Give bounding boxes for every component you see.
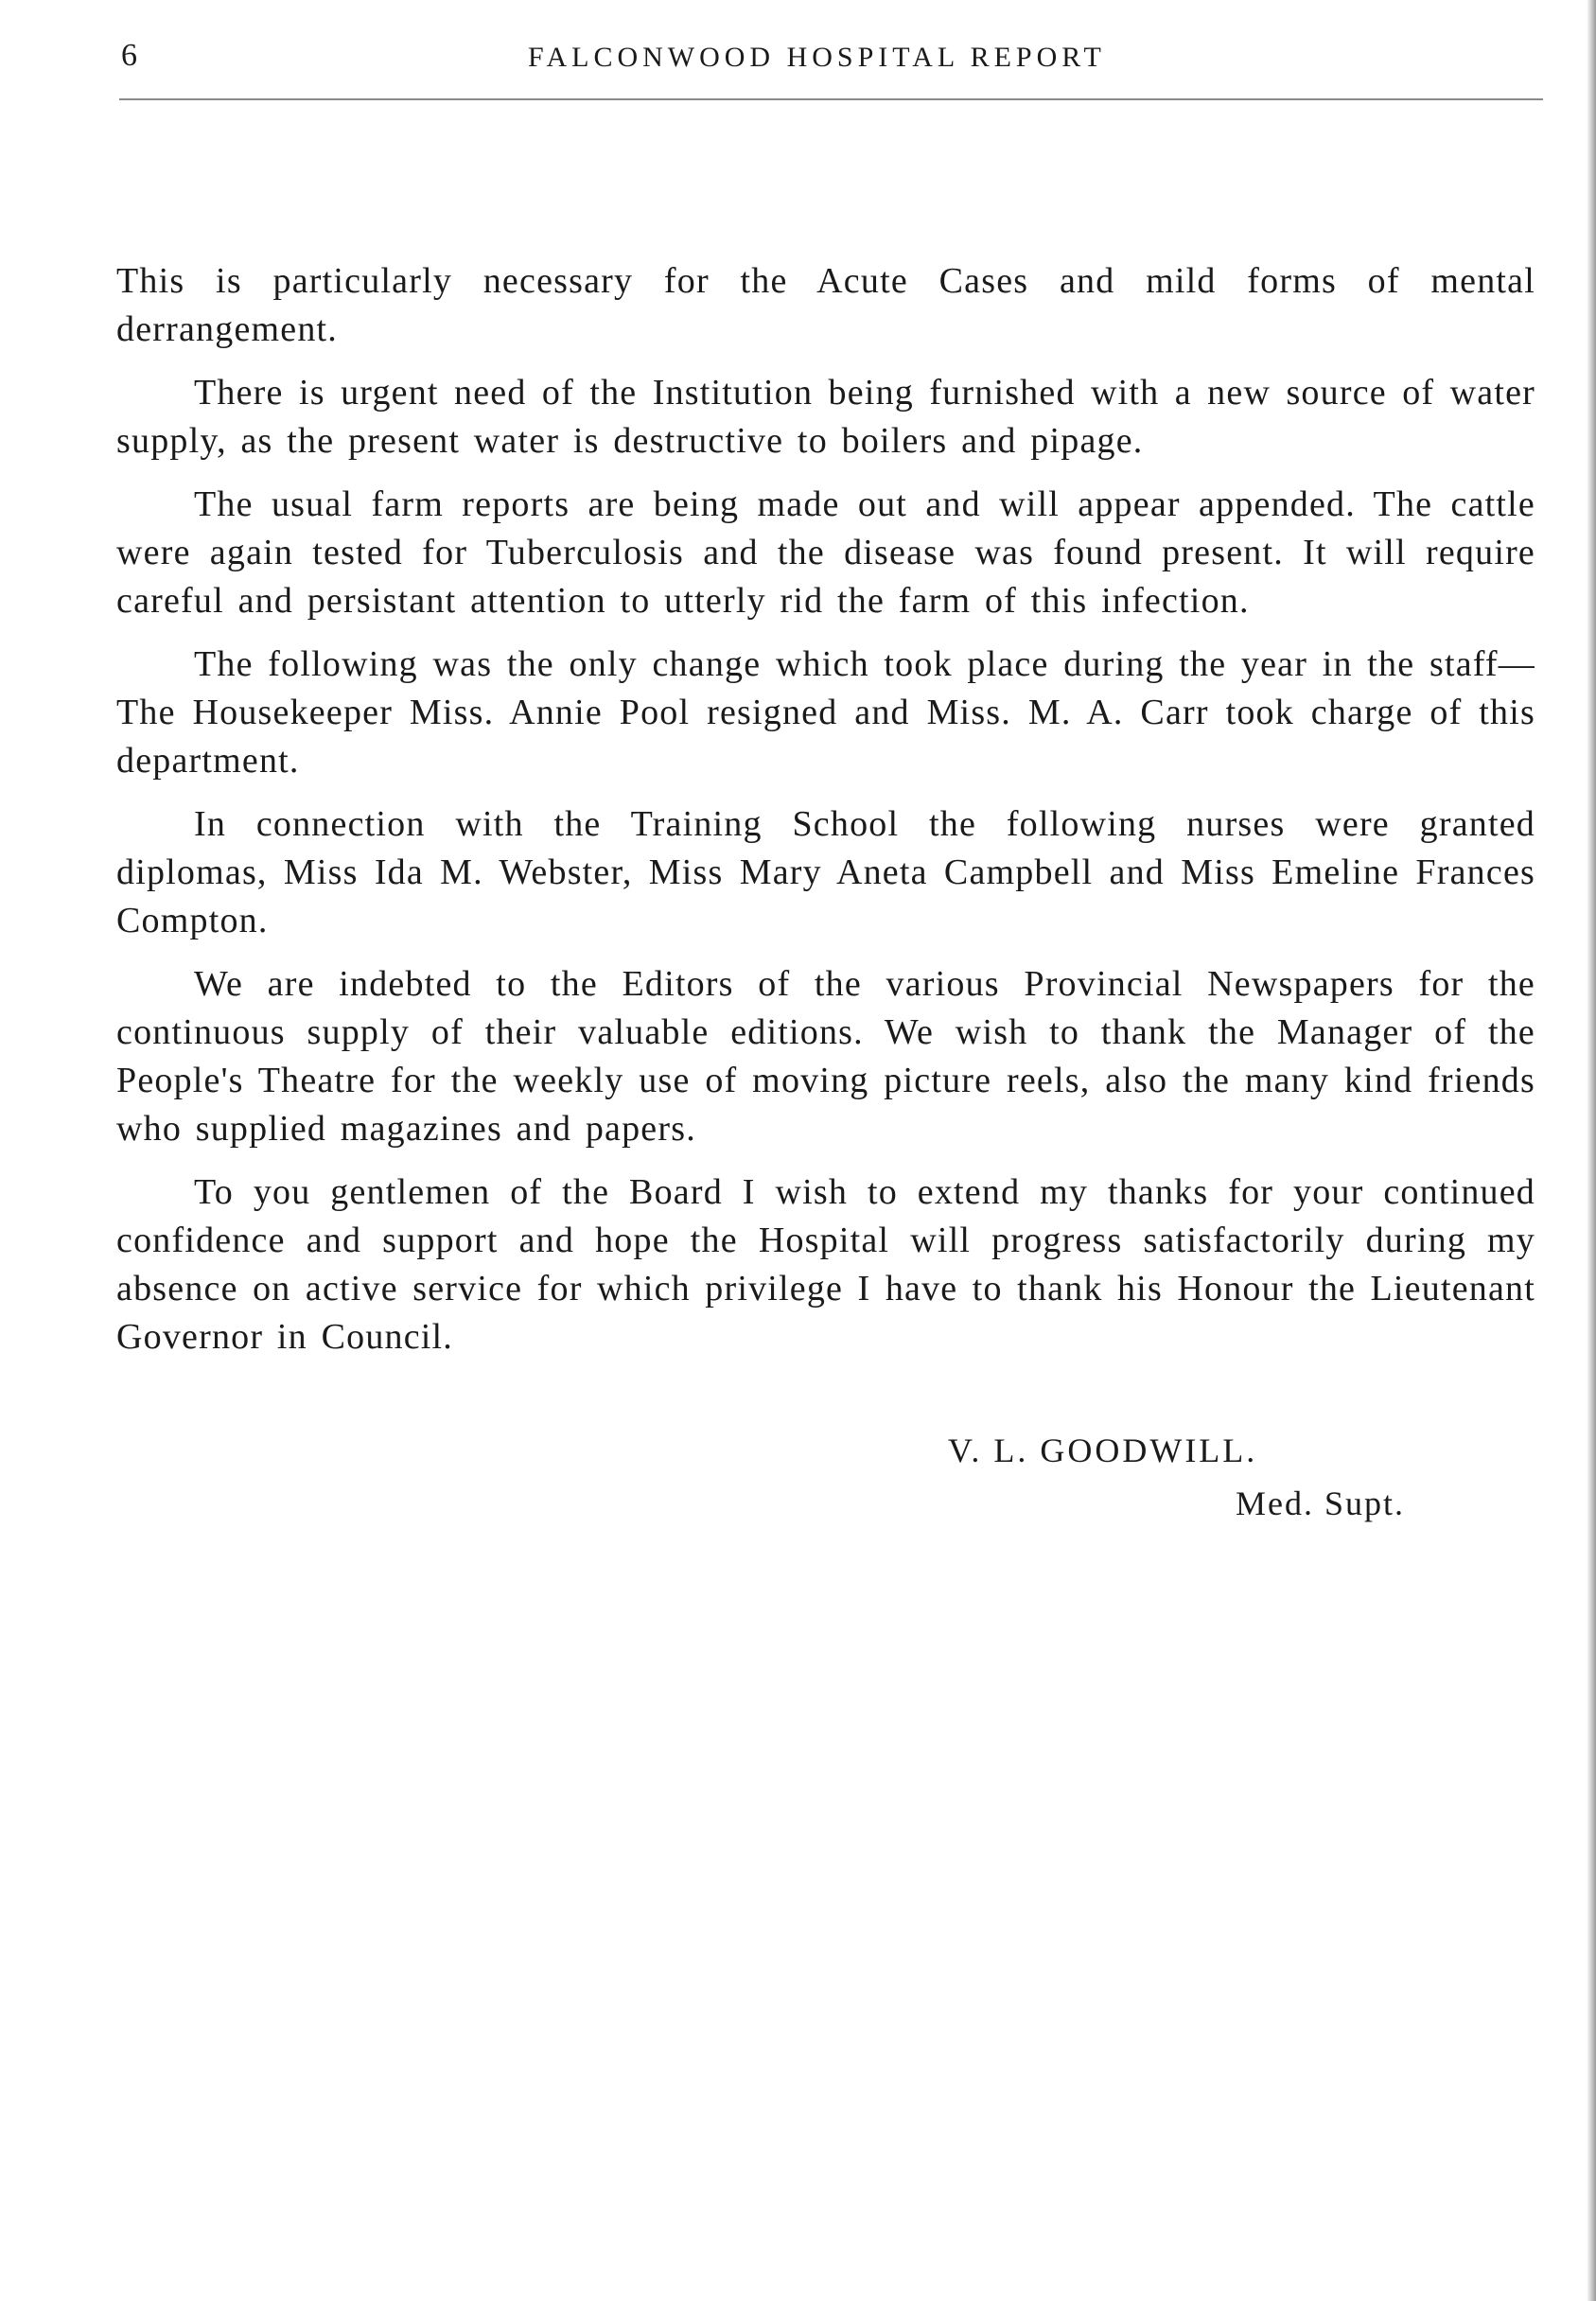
paragraph-training-school: In connection with the Training School the following nurses were granted diplomas, Miss Ida M. Webster, Miss Mary Aneta Campbell and Miss Emeline Frances Compton. <box>116 804 1535 940</box>
paragraph-farm-reports: The usual farm reports are being made out and will appear appended. The cattle were again tested for Tuberculosis and the disease was found present. It will require careful and persistant attention to utterly rid the farm of this infection. <box>116 484 1535 621</box>
page-number: 6 <box>121 38 138 73</box>
paragraph-water-supply: There is urgent need of the Institution being furnished with a new source of water supply, as the present water is destructive to boilers and pipage. <box>116 373 1535 461</box>
report-body <box>116 257 1535 1377</box>
running-head <box>121 38 1540 85</box>
signature-name: V. L. GOODWILL. <box>948 1432 1258 1469</box>
header-rule <box>119 98 1543 100</box>
paragraph-continuation: This is particularly necessary for the Acute Cases and mild forms of mental derrangement. <box>116 261 1535 349</box>
paragraph-closing: To you gentlemen of the Board I wish to extend my thanks for your continued confidence and support and hope the Hospital will progress satisfactorily during my absence on active service for which privilege I have to thank his Honour the Lieutenant Governor in Council. <box>116 1172 1535 1357</box>
paragraph-acknowledgements: We are indebted to the Editors of the various Provincial Newspapers for the continuous supply of their valuable editions. We wish to thank the Manager of the People's Theatre for the weekly use of moving picture reels, also the many kind friends who supplied magazines and papers. <box>116 964 1535 1149</box>
running-title: FALCONWOOD HOSPITAL REPORT <box>528 42 1106 73</box>
signature-title: Med. Supt. <box>1236 1484 1406 1522</box>
paragraph-staff-change: The following was the only change which took place during the year in the staff—The Housekeeper Miss. Annie Pool resigned and Miss. M. A. Carr took charge of this department. <box>116 644 1535 781</box>
page-edge-shadow <box>1587 0 1596 2301</box>
